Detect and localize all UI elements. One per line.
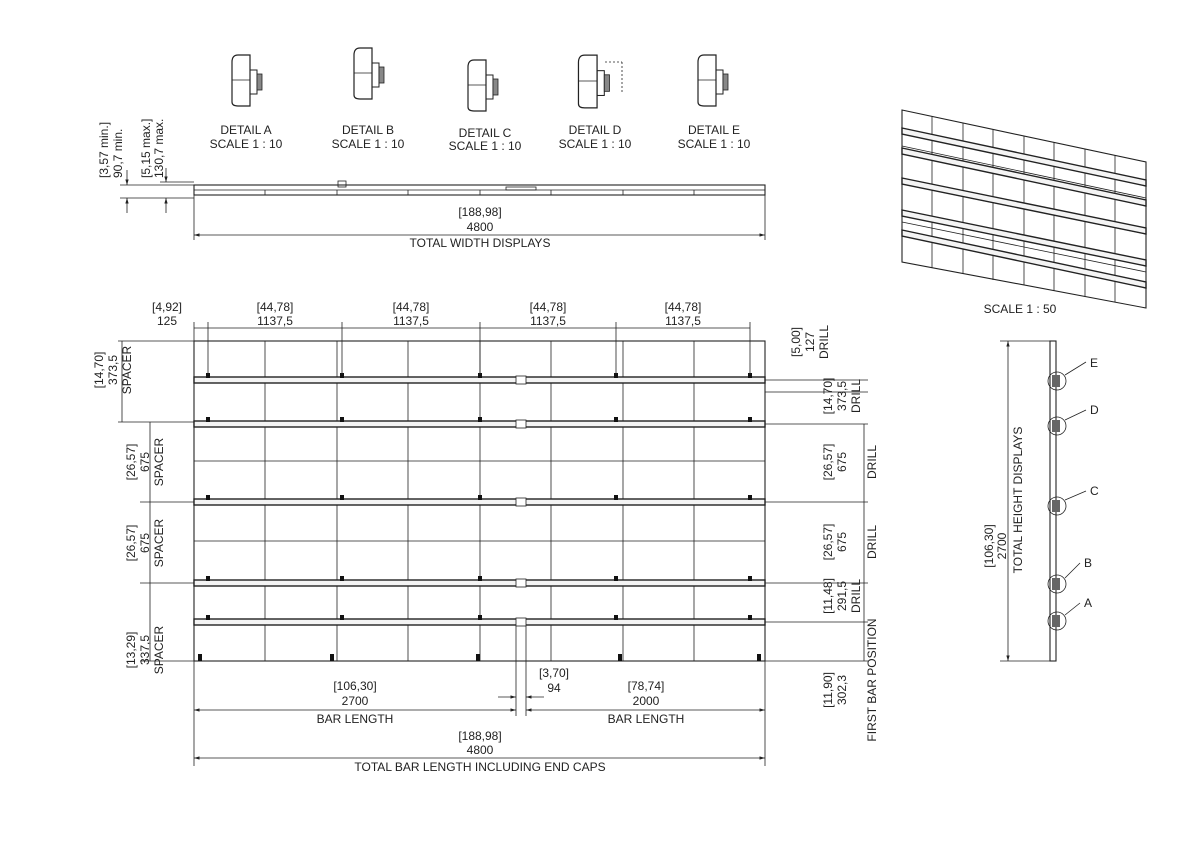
- right-dim-5: [821, 578, 863, 614]
- left-dim-2: [124, 437, 166, 486]
- bar2-mm: 2000: [632, 694, 660, 708]
- right-dim-1-label: DRILL: [817, 324, 831, 360]
- top-dim-3: [393, 300, 430, 328]
- side-view: [982, 341, 1099, 661]
- right-dim-4: [821, 524, 879, 561]
- callout-d: D: [1090, 403, 1099, 417]
- detail-d-scale: SCALE 1 : 10: [558, 137, 632, 151]
- callout-b: B: [1084, 556, 1093, 570]
- bar1-in: [106,30]: [333, 679, 377, 693]
- top-dim-1-mm: 125: [156, 314, 178, 328]
- right-dim-4-label: DRILL: [865, 524, 879, 560]
- top-dim-5-in: [44,78]: [664, 300, 702, 314]
- left-dim-2-mm: 675: [138, 451, 152, 473]
- top-dim-5-mm: 1137,5: [665, 314, 701, 328]
- right-dim-5-in: [11,48]: [821, 578, 835, 614]
- left-dim-4-mm: 337,5: [138, 634, 152, 666]
- total-width-in: [188,98]: [458, 205, 502, 219]
- right-dim-2-label: DRILL: [849, 378, 863, 414]
- total-bar-in: [188,98]: [458, 729, 502, 743]
- total-bar-mm: 4800: [466, 743, 494, 757]
- detail-a-title: DETAIL A: [220, 123, 272, 137]
- top-dim-4: [530, 300, 567, 328]
- top-dim-2: [257, 300, 294, 328]
- bar1-mm: 2700: [341, 694, 369, 708]
- bar2-label: BAR LENGTH: [607, 712, 685, 726]
- bar1-label: BAR LENGTH: [316, 712, 394, 726]
- right-dim-3-mm: 675: [835, 451, 849, 473]
- right-dim-4-mm: 675: [835, 531, 849, 553]
- total-bar-label: TOTAL BAR LENGTH INCLUDING END CAPS: [354, 760, 606, 774]
- detail-d: [559, 55, 632, 151]
- right-dim-5-mm: 291,5: [835, 580, 849, 612]
- right-dim-3: [821, 444, 879, 481]
- top-dim-1: [152, 300, 182, 328]
- total-width-label: TOTAL WIDTH DISPLAYS: [409, 236, 551, 250]
- right-dim-2-mm: 373,5: [835, 380, 849, 412]
- top-view: [97, 119, 765, 250]
- left-dim-4-label: SPACER: [152, 625, 166, 675]
- left-dim-1: [92, 345, 134, 394]
- right-dim-6-in: [11,90]: [821, 672, 835, 708]
- top-dim-2-in: [44,78]: [256, 300, 294, 314]
- detail-c-title: DETAIL C: [458, 126, 512, 140]
- right-dim-1-in: [5,00]: [789, 326, 803, 358]
- right-dim-3-in: [26,57]: [821, 443, 835, 481]
- iso-view: [902, 110, 1146, 316]
- left-dim-1-mm: 373,5: [106, 354, 120, 386]
- top-dim-4-mm: 1137,5: [530, 314, 566, 328]
- callout-a: A: [1084, 596, 1093, 610]
- right-dim-2: [821, 378, 863, 415]
- right-dim-5-label: DRILL: [849, 578, 863, 614]
- left-dim-3-label: SPACER: [152, 518, 166, 568]
- right-dim-2-in: [14,70]: [821, 377, 835, 415]
- left-dim-3: [124, 518, 166, 567]
- total-width-mm: 4800: [466, 220, 494, 234]
- top-dim-4-in: [44,78]: [529, 300, 567, 314]
- height-label: TOTAL HEIGHT DISPLAYS: [1011, 426, 1025, 574]
- bar2-in: [78,74]: [627, 679, 665, 693]
- left-dim-3-in: [26,57]: [124, 524, 138, 562]
- depth-max-in: [5,15 max.]: [139, 118, 153, 178]
- left-dim-3-mm: 675: [138, 532, 152, 554]
- left-dim-2-in: [26,57]: [124, 443, 138, 481]
- top-dim-3-in: [44,78]: [392, 300, 430, 314]
- detail-e-scale: SCALE 1 : 10: [677, 137, 751, 151]
- left-dim-2-label: SPACER: [152, 437, 166, 487]
- depth-min-in: [3,57 min.]: [97, 121, 111, 178]
- left-dim-4-in: [13,29]: [124, 631, 138, 669]
- top-dim-1-in: [4,92]: [151, 300, 183, 314]
- detail-d-title: DETAIL D: [568, 123, 622, 137]
- detail-e: [678, 55, 751, 151]
- right-dim-3-label: DRILL: [865, 444, 879, 480]
- front-view: [92, 300, 879, 774]
- left-dim-1-label: SPACER: [120, 345, 134, 395]
- right-dim-6: [821, 618, 879, 741]
- gap-in: [3,70]: [538, 666, 570, 680]
- right-dim-6-mm: 302,3: [835, 674, 849, 706]
- top-dim-2-mm: 1137,5: [257, 314, 293, 328]
- detail-a-scale: SCALE 1 : 10: [209, 137, 283, 151]
- detail-b: [332, 48, 405, 151]
- right-dim-6-label: FIRST BAR POSITION: [865, 618, 879, 742]
- height-in: [106,30]: [982, 524, 996, 568]
- detail-b-scale: SCALE 1 : 10: [331, 137, 405, 151]
- right-dim-1: [789, 325, 831, 359]
- detail-b-title: DETAIL B: [341, 123, 395, 137]
- depth-min-mm: 90,7 min.: [111, 128, 125, 178]
- callout-c: C: [1090, 484, 1099, 498]
- detail-a: [210, 55, 283, 151]
- left-dim-4: [124, 625, 166, 674]
- top-dim-3-mm: 1137,5: [393, 314, 429, 328]
- height-mm: 2700: [995, 532, 1009, 560]
- right-dim-4-in: [26,57]: [821, 523, 835, 561]
- gap-mm: 94: [547, 681, 561, 695]
- top-dim-5: [665, 300, 702, 328]
- detail-c: [449, 60, 522, 153]
- left-dim-1-in: [14,70]: [92, 351, 106, 389]
- right-dim-1-mm: 127: [803, 331, 817, 353]
- callout-e: E: [1090, 356, 1099, 370]
- detail-c-scale: SCALE 1 : 10: [448, 139, 522, 153]
- depth-max-mm: 130,7 max.: [152, 118, 166, 178]
- iso-scale: SCALE 1 : 50: [983, 302, 1057, 316]
- detail-e-title: DETAIL E: [687, 123, 741, 137]
